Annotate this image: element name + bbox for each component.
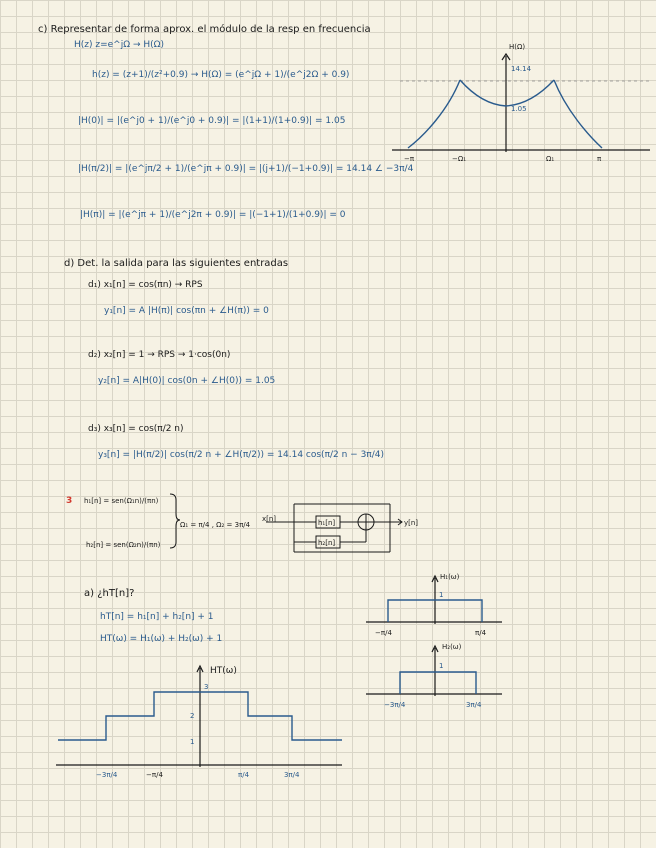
h1-tick-pos: π/4 [475,629,487,637]
d2-output: y₂[n] = A|H(0)| cos(0n + ∠H(0)) = 1.05 [98,376,276,386]
h1-definition: h₁[n] = sen(Ω₁n)/(πn) [84,497,159,505]
h-definition: h(z) = (z+1)/(z²+0.9) → H(Ω) = (e^jΩ + 1)/(e^j2Ω + 0.9) [92,70,350,80]
d1-input: d₁) x₁[n] = cos(πn) → RPS [88,280,203,290]
graph-mid-value: 1.05 [511,105,527,113]
h2-tick-pos: 3π/4 [466,701,482,709]
h-at-zero: |H(0)| = |(e^j0 + 1)/(e^j0 + 0.9)| = |(1+1)/(1+0.9)| = 1.05 [78,116,346,126]
part-d-title: d) Det. la salida para las siguientes entradas [64,258,289,269]
problem-number: 3 [66,496,73,506]
ht-tick-pi4: π/4 [238,771,250,779]
h-substitution: H(z) z=e^jΩ → H(Ω) [74,40,165,50]
h-at-pi-half: |H(π/2)| = |(e^jπ/2 + 1)/(e^jπ + 0.9)| = |(j+1)/(−1+0.9)| = 14.14 ∠ −3π/4 [78,164,414,174]
part-c-title: c) Representar de forma aprox. el módulo de la resp en frecuencia [38,24,371,35]
tick-omega1: Ω₁ [546,155,555,163]
d3-input: d₃) x₃[n] = cos(π/2 n) [88,424,184,434]
h2-definition: h₂[n] = sen(Ω₂n)/(πn) [86,541,161,549]
graph-peak-value: 14.14 [511,65,532,73]
graph-ylabel: H(Ω) [509,43,526,51]
h1-tick-neg: −π/4 [375,629,392,637]
tick-neg-omega1: −Ω₁ [452,155,467,163]
ht-graph-label: HT(ω) [210,666,237,676]
h2-tick-neg: −3π/4 [384,701,406,709]
d2-input: d₂) x₂[n] = 1 → RPS → 1·cos(0n) [88,350,231,360]
omega-params: Ω₁ = π/4 , Ω₂ = 3π/4 [180,521,251,529]
tick-pi: π [597,155,602,163]
ht-tick-neg-pi4: −π/4 [146,771,163,779]
ht-freq-domain: HT(ω) = H₁(ω) + H₂(ω) + 1 [100,634,223,644]
ht-level-3: 3 [204,683,209,691]
ht-tick-neg-3pi4: −3π/4 [96,771,118,779]
h1-level: 1 [439,591,444,599]
ht-tick-3pi4: 3π/4 [284,771,300,779]
h1-graph-label: H₁(ω) [440,573,460,581]
d3-output: y₃[n] = |H(π/2)| cos(π/2 n + ∠H(π/2)) = 14.14 cos(π/2 n − 3π/4) [98,450,384,460]
ht-level-1: 1 [190,738,195,746]
h-at-pi: |H(π)| = |(e^jπ + 1)/(e^j2π + 0.9)| = |(−1+1)/(1+0.9)| = 0 [80,210,346,220]
h1-block-label: h₁[n] [318,519,336,527]
ht-level-2: 2 [190,712,195,720]
d1-output: y₁[n] = A |H(π)| cos(πn + ∠H(π)) = 0 [104,306,269,316]
h2-graph-label: H₂(ω) [442,643,462,651]
h2-level: 1 [439,662,444,670]
h2-block-label: h₂[n] [318,539,336,547]
tick-neg-pi: −π [404,155,415,163]
ht-time-domain: hT[n] = h₁[n] + h₂[n] + 1 [100,612,214,622]
question-a: a) ¿hT[n]? [84,588,135,599]
block-output-label: y[n] [404,519,419,527]
block-input-label: x[n] [262,515,277,523]
